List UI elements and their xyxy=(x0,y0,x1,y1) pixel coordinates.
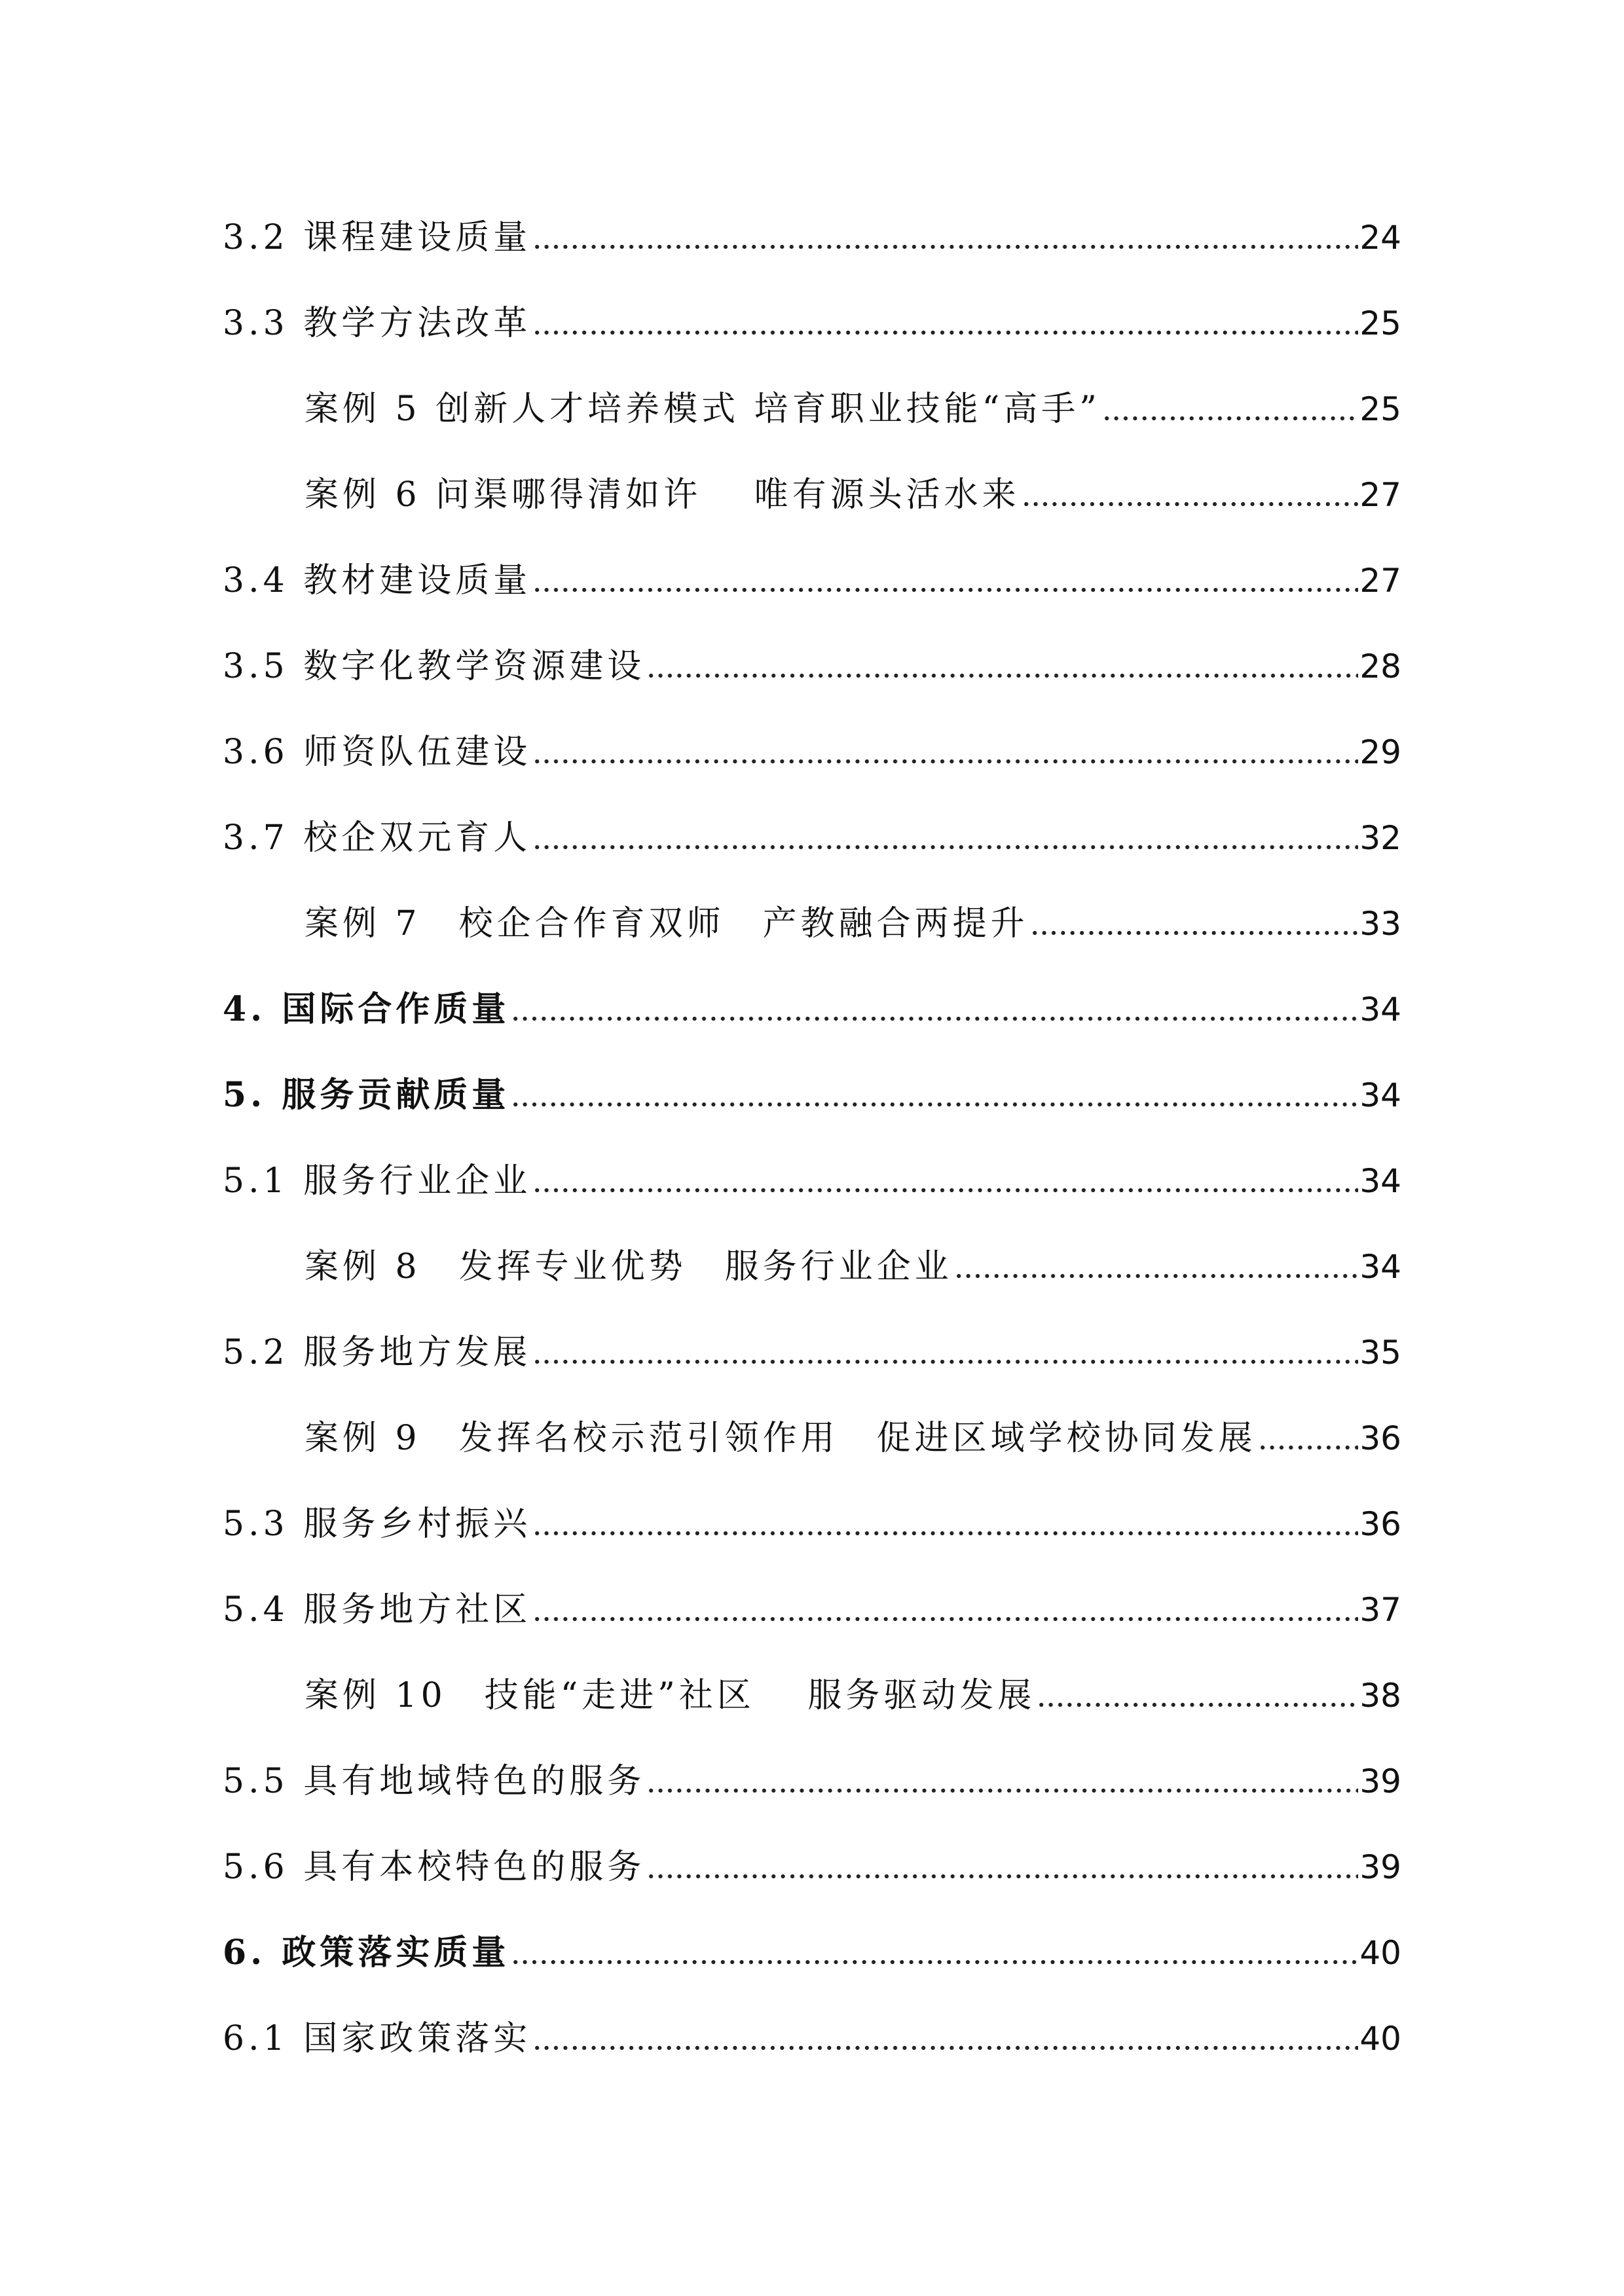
toc-entry-title: 3.7 校企双元育人 xyxy=(223,818,532,858)
toc-entry-title: 5.3 服务乡村振兴 xyxy=(223,1504,532,1544)
toc-entry-5-2[interactable] xyxy=(0,1323,1624,1382)
dot-leader xyxy=(532,723,1358,782)
dot-leader xyxy=(1102,380,1359,439)
toc-entry-page: 33 xyxy=(1359,905,1401,943)
toc-entry-page: 38 xyxy=(1359,1677,1401,1715)
dot-leader xyxy=(646,1752,1358,1811)
toc-entry-page: 24 xyxy=(1359,219,1401,257)
dot-leader xyxy=(532,2009,1358,2068)
toc-entry-3-6[interactable] xyxy=(0,723,1624,782)
dot-leader xyxy=(511,980,1358,1039)
toc-entry-page: 25 xyxy=(1359,304,1401,342)
toc-entry-6-1[interactable] xyxy=(0,2009,1624,2068)
toc-entry-page: 25 xyxy=(1359,390,1401,428)
toc-entry-title: 5.2 服务地方发展 xyxy=(223,1333,532,1372)
toc-entry-page: 34 xyxy=(1359,1248,1401,1286)
dot-leader xyxy=(511,1066,1358,1125)
toc-entry-page: 39 xyxy=(1359,1762,1401,1800)
toc-entry-page: 27 xyxy=(1359,562,1401,600)
toc-entry-5-5[interactable] xyxy=(0,1752,1624,1811)
toc-entry-3-5[interactable] xyxy=(0,637,1624,696)
toc-entry-3-2[interactable] xyxy=(0,208,1624,267)
toc-entry-page: 27 xyxy=(1359,476,1401,514)
dot-leader xyxy=(532,551,1358,610)
dot-leader xyxy=(532,294,1358,353)
toc-entry-case-7[interactable] xyxy=(0,894,1624,953)
dot-leader xyxy=(532,1495,1358,1554)
toc-entry-page: 35 xyxy=(1359,1334,1401,1372)
toc-entry-page: 40 xyxy=(1359,1934,1401,1972)
toc-entry-5[interactable] xyxy=(0,1066,1624,1125)
toc-entry-5-3[interactable] xyxy=(0,1495,1624,1554)
toc-entry-3-7[interactable] xyxy=(0,809,1624,867)
toc-entry-title: 5.1 服务行业企业 xyxy=(223,1161,532,1201)
toc-entry-title: 3.6 师资队伍建设 xyxy=(223,733,532,772)
toc-entry-page: 37 xyxy=(1359,1591,1401,1629)
toc-entry-page: 34 xyxy=(1359,1162,1401,1200)
dot-leader xyxy=(511,1923,1358,1982)
dot-leader xyxy=(532,1152,1358,1211)
toc-entry-title: 3.2 课程建设质量 xyxy=(223,218,532,257)
toc-entry-page: 36 xyxy=(1359,1419,1401,1457)
toc-entry-page: 34 xyxy=(1359,1076,1401,1114)
toc-entry-title: 5.6 具有本校特色的服务 xyxy=(223,1848,646,1887)
toc-entry-5-4[interactable] xyxy=(0,1580,1624,1639)
toc-entry-title: 5.4 服务地方社区 xyxy=(223,1590,532,1630)
dot-leader xyxy=(532,208,1358,267)
toc-entry-title: 3.3 教学方法改革 xyxy=(223,304,532,343)
toc-entry-title: 3.5 数字化教学资源建设 xyxy=(223,647,646,686)
toc-entry-5-1[interactable] xyxy=(0,1152,1624,1211)
toc-entry-6[interactable] xyxy=(0,1923,1624,1982)
toc-entry-5-6[interactable] xyxy=(0,1838,1624,1897)
toc-entry-title: 5.5 具有地域特色的服务 xyxy=(223,1762,646,1801)
dot-leader xyxy=(646,1838,1358,1897)
toc-entry-case-10[interactable] xyxy=(0,1666,1624,1725)
toc-entry-3-3[interactable] xyxy=(0,294,1624,353)
dot-leader xyxy=(532,1323,1358,1382)
toc-entry-4[interactable] xyxy=(0,980,1624,1039)
toc-entry-case-8[interactable] xyxy=(0,1237,1624,1296)
toc-entry-case-5[interactable] xyxy=(0,380,1624,439)
toc-entry-title: 案例 5 创新人才培养模式 培育职业技能“高手” xyxy=(304,390,1101,429)
toc-entry-title: 6.1 国家政策落实 xyxy=(223,2019,532,2058)
toc-entry-case-6[interactable] xyxy=(0,465,1624,524)
toc-entry-title: 3.4 教材建设质量 xyxy=(223,561,532,600)
toc-entry-title: 案例 10 技能“走进”社区 服务驱动发展 xyxy=(304,1676,1036,1715)
dot-leader xyxy=(954,1237,1359,1296)
dot-leader xyxy=(1037,1666,1358,1725)
toc-entry-page: 28 xyxy=(1359,647,1401,685)
toc-entry-page: 40 xyxy=(1359,2020,1401,2058)
dot-leader xyxy=(532,1580,1358,1639)
dot-leader xyxy=(1258,1409,1359,1468)
toc-entry-title: 案例 6 问渠哪得清如许 唯有源头活水来 xyxy=(304,475,1020,515)
toc-entry-3-4[interactable] xyxy=(0,551,1624,610)
dot-leader xyxy=(532,809,1358,867)
toc-entry-title: 6. 政策落实质量 xyxy=(223,1933,510,1973)
toc-entry-title: 案例 9 发挥名校示范引领作用 促进区域学校协同发展 xyxy=(304,1419,1257,1458)
dot-leader xyxy=(1022,465,1359,524)
dot-leader xyxy=(1030,894,1359,953)
toc-entry-page: 36 xyxy=(1359,1505,1401,1543)
toc-entry-case-9[interactable] xyxy=(0,1409,1624,1468)
toc-entry-page: 29 xyxy=(1359,733,1401,771)
toc-entry-page: 39 xyxy=(1359,1848,1401,1886)
toc-entry-title: 5. 服务贡献质量 xyxy=(223,1075,510,1115)
toc-entry-page: 32 xyxy=(1359,819,1401,857)
toc-entry-title: 案例 8 发挥专业优势 服务行业企业 xyxy=(304,1247,953,1286)
toc-entry-title: 案例 7 校企合作育双师 产教融合两提升 xyxy=(304,904,1029,943)
toc-entry-title: 4. 国际合作质量 xyxy=(223,989,510,1029)
dot-leader xyxy=(646,637,1358,696)
toc-entry-page: 34 xyxy=(1359,991,1401,1029)
